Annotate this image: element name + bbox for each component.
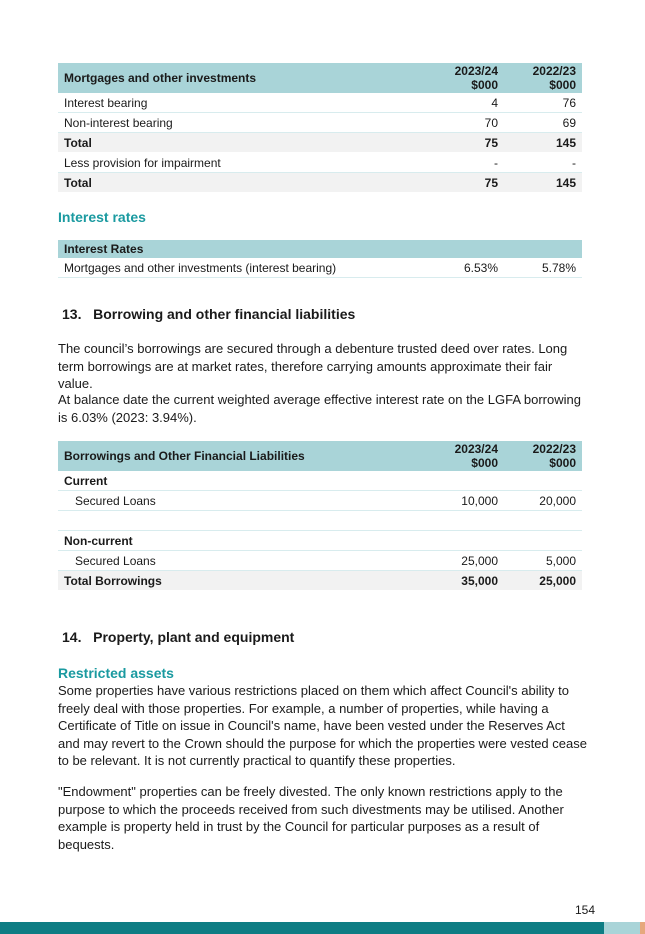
footer-bar-corner [640,922,645,934]
footer-bar [0,922,604,934]
spacer-row [58,511,582,531]
table-total-row: Total Borrowings 35,000 25,000 [58,571,582,591]
table-header [58,240,582,258]
interest-rates-table [58,240,582,278]
section-label-row: Non-current [58,531,582,551]
section-13-paragraph-2: At balance date the current weighted average effective interest rate on the LGFA borrowing is 6.03% (2023: 3.94%). [58,392,581,425]
table-row: Non-interest bearing 70 69 [58,113,582,133]
col-header-2022: 2022/23 $000 [532,64,576,92]
table-total-row: Total 75 145 [58,133,582,153]
section-label-row: Current [58,471,582,491]
section-14-paragraph-2: "Endowment" properties can be freely divested. The only known restrictions apply to the purpose to which the proceeds received from such divestments may be utilised. Another example is property held in trust by the Council for particular purposes as a result of bequests. [58,784,564,852]
table-header-label: Mortgages and other investments [64,71,257,85]
col-header-2023: 2023/24 $000 [454,64,498,92]
page-number: 154 [574,903,595,917]
col-header-2022: 2022/23 $000 [532,442,576,470]
section-14-heading: 14. Property, plant and equipment [62,629,295,645]
table-row: Mortgages and other investments (interest bearing) 6.53% 5.78% [58,258,582,278]
section-13-paragraph-1: The council’s borrowings are secured through a debenture trusted deed over rates. Long term borrowings are at market rates, therefore carrying amounts approximate their fair value. [58,341,568,391]
table-header-label: Borrowings and Other Financial Liabilities [64,449,305,463]
footer-bar-accent [604,922,640,934]
table-header [58,63,582,93]
table-header-label: Interest Rates [64,242,144,256]
restricted-assets-heading: Restricted assets [58,665,174,681]
table-row: Secured Loans 10,000 20,000 [58,491,582,511]
table-header [58,441,582,471]
col-header-2023: 2023/24 $000 [454,442,498,470]
section-13-heading: 13. Borrowing and other financial liabilities [62,306,356,322]
borrowings-table [58,441,582,591]
table-row: Interest bearing 4 76 [58,93,582,113]
table-row: Secured Loans 25,000 5,000 [58,551,582,571]
table-total-row: Total 75 145 [58,173,582,193]
table-row: Less provision for impairment - - [58,153,582,173]
interest-rates-heading: Interest rates [58,209,146,225]
mortgages-table [58,63,582,193]
section-14-paragraph-1: Some properties have various restrictions placed on them which affect Council's ability to freely deal with those properties. For example, a number of properties, while having a Certificate of Title on issue in Council's name, have been vested under the Reserves Act and may revert to the Crown should the purpose for which the properties were vested cease to be relevant. It is not currently practical to quantify these properties. [58,683,587,768]
